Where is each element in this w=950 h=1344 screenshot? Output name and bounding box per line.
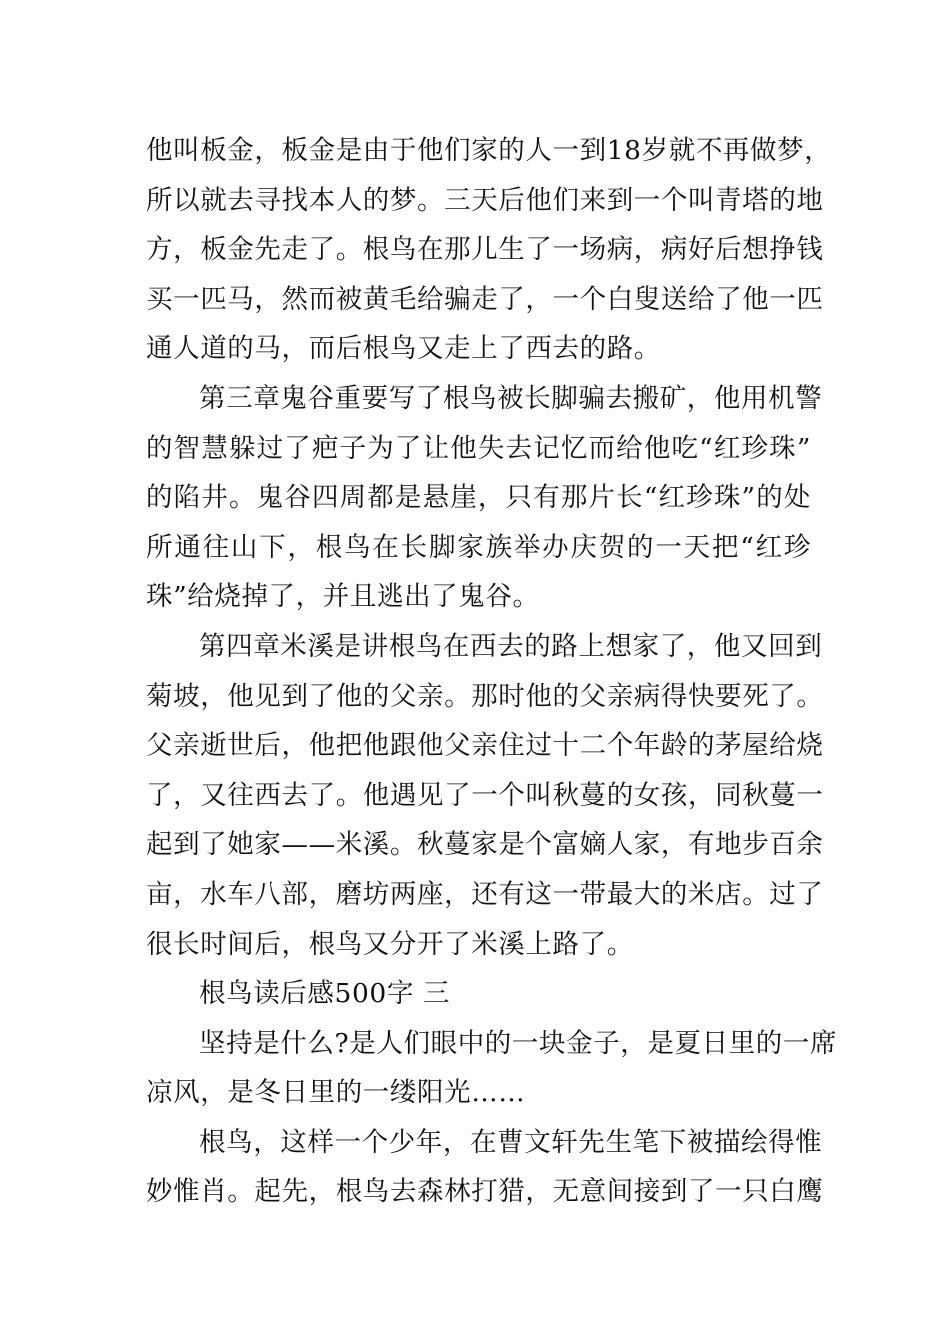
text-line: 珠”给烧掉了，并且逃出了鬼谷。	[146, 581, 540, 613]
text-line: 的智慧躲过了疤子为了让他失去记忆而给他吃“红珍珠”	[146, 432, 811, 464]
text-line: 第四章米溪是讲根鸟在西去的路上想家了，他又回到	[199, 630, 823, 662]
text-line: 了，又往西去了。他遇见了一个叫秋蔓的女孩，同秋蔓一	[146, 779, 824, 811]
text-line: 的陷井。鬼谷四周都是悬崖，只有那片长“红珍珠”的处	[146, 482, 811, 514]
text-line: 凉风，是冬日里的一缕阳光……	[146, 1077, 526, 1109]
text-line: 根鸟，这样一个少年，在曹文轩先生笔下被描绘得惟	[199, 1126, 823, 1158]
text-line: 很长时间后，根鸟又分开了米溪上路了。	[146, 928, 634, 960]
text-line: 通人道的马，而后根鸟又走上了西去的路。	[146, 333, 661, 365]
text-line: 所以就去寻找本人的梦。三天后他们来到一个叫青塔的地	[146, 184, 824, 216]
text-line: 妙惟肖。起先，根鸟去森林打猎，无意间接到了一只白鹰	[146, 1176, 824, 1208]
text-line: 他叫板金，板金是由于他们家的人一到18岁就不再做梦，	[146, 135, 832, 166]
body-text	[146, 126, 838, 1217]
text-line: 买一匹马，然而被黄毛给骗走了，一个白叟送给了他一匹	[146, 283, 824, 315]
text-line: 菊坡，他见到了他的父亲。那时他的父亲病得快要死了。	[146, 680, 824, 712]
text-line: 起到了她家——米溪。秋蔓家是个富嫡人家，有地步百余	[146, 829, 824, 861]
text-line: 所通往山下，根鸟在长脚家族举办庆贺的一天把“红珍	[146, 531, 811, 563]
text-line: 亩，水车八部，磨坊两座，还有这一带最大的米店。过了	[146, 878, 824, 910]
text-line: 坚持是什么?是人们眼中的一块金子，是夏日里的一席	[199, 1027, 838, 1059]
text-line: 第三章鬼谷重要写了根鸟被长脚骗去搬矿，他用机警	[199, 382, 823, 414]
text-line: 父亲逝世后，他把他跟他父亲住过十二个年龄的茅屋给烧	[146, 730, 824, 762]
section-heading: 根鸟读后感500字 三	[199, 978, 451, 1010]
text-line: 方，板金先走了。根鸟在那儿生了一场病，病好后想挣钱	[146, 234, 824, 266]
